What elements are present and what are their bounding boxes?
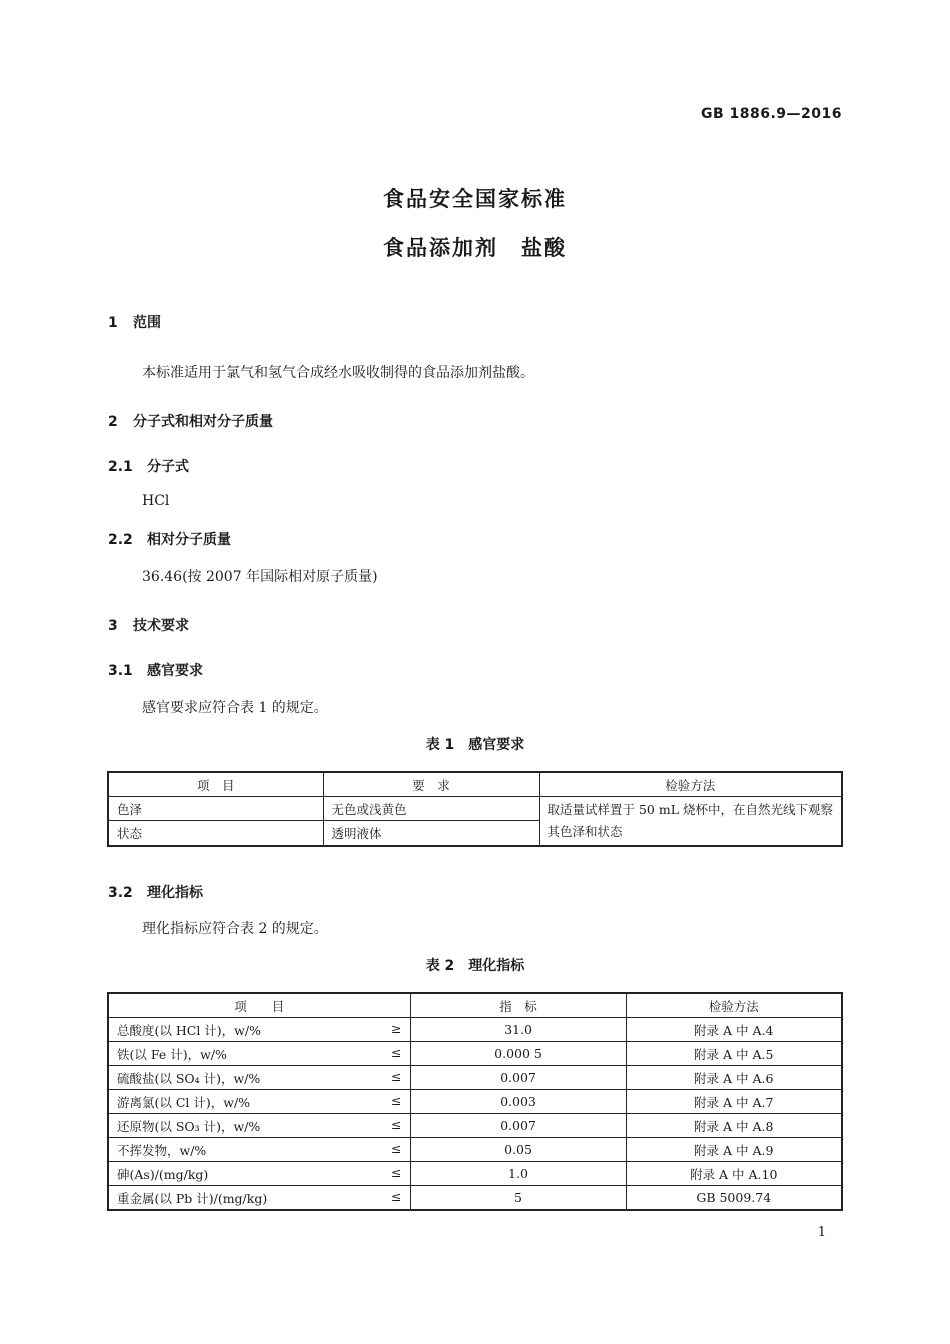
section-3-1-text: 感官要求应符合表 1 的规定。 [142,700,328,716]
table-cell-item [108,1186,410,1211]
section-number: 1 [108,315,118,331]
table-row [108,797,842,821]
table-row [108,1066,842,1090]
section-1-text: 本标准适用于氯气和氢气合成经水吸收制得的食品添加剂盐酸。 [142,365,534,381]
comparison-symbol: ≤ [391,1044,402,1060]
table-cell-method: 附录 A 中 A.7 [626,1090,842,1114]
document-subtitle: 食品添加剂 盐酸 [383,236,567,260]
table-cell-method: 附录 A 中 A.6 [626,1066,842,1090]
table-1-caption: 表 1 感官要求 [425,737,525,753]
section-title: 相对分子质量 [147,532,231,548]
section-3-2-heading [108,882,203,902]
table-cell-item [108,1018,410,1042]
table-row [108,1042,842,1066]
table-cell-method: 附录 A 中 A.5 [626,1042,842,1066]
table-row [108,1090,842,1114]
table-cell: 色泽 [108,797,323,821]
section-number: 3.1 [108,663,133,679]
table-cell-item [108,1162,410,1186]
table-cell: 状态 [108,821,323,846]
section-2-2-text: 36.46(按 2007 年国际相对原子质量) [142,569,378,585]
table-row [108,1162,842,1186]
table-cell-value: 1.0 [410,1162,626,1186]
table-cell-value: 31.0 [410,1018,626,1042]
table-cell: 无色或浅黄色 [323,797,539,821]
table-header-row [108,772,842,797]
comparison-symbol: ≤ [391,1188,402,1204]
table-row [108,1138,842,1162]
comparison-symbol: ≤ [391,1092,402,1108]
section-title: 技术要求 [133,618,189,634]
table-cell-value: 5 [410,1186,626,1211]
section-2-1-text: HCl [142,493,170,509]
section-title: 分子式和相对分子质量 [133,414,273,430]
table-row [108,1186,842,1211]
section-number: 2.1 [108,459,133,475]
table-2-caption: 表 2 理化指标 [425,958,525,974]
table-header-cell: 检验方法 [539,772,842,797]
table-header-row [108,993,842,1018]
item-label: 重金属(以 Pb 计)/(mg/kg) [117,1190,268,1206]
table-cell-method: 附录 A 中 A.4 [626,1018,842,1042]
table-cell-item [108,1138,410,1162]
section-number: 3.2 [108,885,133,901]
table-row [108,1018,842,1042]
document-title: 食品安全国家标准 [383,187,567,211]
section-title: 感官要求 [147,663,203,679]
section-title: 理化指标 [147,885,203,901]
section-title: 分子式 [147,459,189,475]
table-header-cell: 检验方法 [626,993,842,1018]
item-label: 硫酸盐(以 SO₄ 计)，w/% [117,1070,261,1086]
table-cell-method: 取适量试样置于 50 mL 烧杯中，在自然光线下观察其色泽和状态 [539,797,842,847]
section-2-2-heading [108,529,231,549]
standard-code: GB 1886.9—2016 [700,106,842,122]
table-cell-value: 0.05 [410,1138,626,1162]
comparison-symbol: ≤ [391,1164,402,1180]
table-2 [107,992,843,1211]
table-cell-item [108,1114,410,1138]
section-number: 2.2 [108,532,133,548]
table-cell-value: 0.007 [410,1066,626,1090]
comparison-symbol: ≤ [391,1068,402,1084]
section-2-1-heading [108,456,189,476]
table-header-cell: 项 目 [108,772,323,797]
table-1 [107,771,843,847]
table-cell-method: 附录 A 中 A.8 [626,1114,842,1138]
item-label: 不挥发物，w/% [117,1142,207,1158]
page-number: 1 [817,1225,826,1240]
comparison-symbol: ≥ [391,1020,402,1036]
item-label: 还原物(以 SO₃ 计)，w/% [117,1118,261,1134]
table-header-cell: 要 求 [323,772,539,797]
table-cell-value: 0.003 [410,1090,626,1114]
section-number: 2 [108,414,118,430]
comparison-symbol: ≤ [391,1116,402,1132]
section-3-heading [108,615,189,635]
table-cell-item [108,1090,410,1114]
table-cell-value: 0.007 [410,1114,626,1138]
section-title: 范围 [133,315,161,331]
section-2-heading [108,411,273,431]
section-1-heading [108,312,161,332]
table-cell-item [108,1066,410,1090]
table-header-cell: 指 标 [410,993,626,1018]
section-3-2-text: 理化指标应符合表 2 的规定。 [142,921,328,937]
table-cell-method: 附录 A 中 A.10 [626,1162,842,1186]
table-cell-item [108,1042,410,1066]
table-cell-method: GB 5009.74 [626,1186,842,1211]
table-cell-method: 附录 A 中 A.9 [626,1138,842,1162]
table-cell-value: 0.000 5 [410,1042,626,1066]
item-label: 游离氯(以 Cl 计)，w/% [117,1094,251,1110]
item-label: 砷(As)/(mg/kg) [117,1166,209,1182]
comparison-symbol: ≤ [391,1140,402,1156]
section-number: 3 [108,618,118,634]
table-header-cell: 项 目 [108,993,410,1018]
table-row [108,1114,842,1138]
item-label: 铁(以 Fe 计)，w/% [117,1046,227,1062]
item-label: 总酸度(以 HCl 计)，w/% [117,1022,261,1038]
table-cell: 透明液体 [323,821,539,846]
section-3-1-heading [108,660,203,680]
